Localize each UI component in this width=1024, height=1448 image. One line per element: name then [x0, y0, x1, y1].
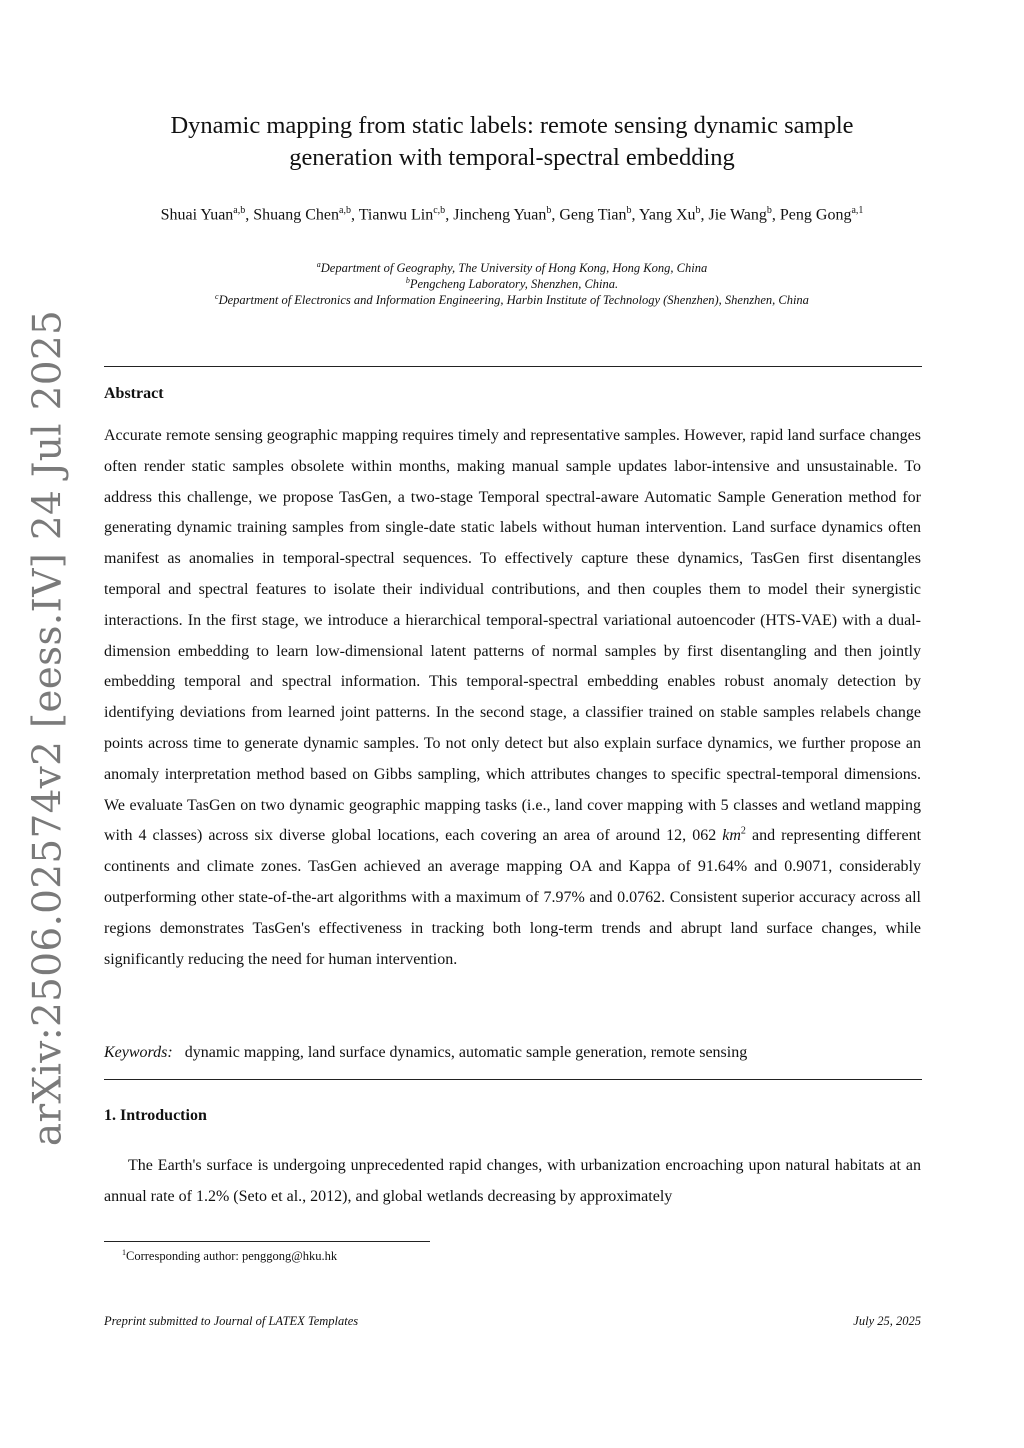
- author-affiliation-mark: c,b: [433, 205, 446, 216]
- author-affiliation-mark: b: [626, 205, 632, 216]
- introduction-heading: 1. Introduction: [104, 1107, 207, 1124]
- affiliation-text: Pengcheng Laboratory, Shenzhen, China.: [409, 277, 619, 292]
- paper-title: [120, 110, 904, 174]
- abstract-bottom-rule: [104, 1079, 922, 1080]
- affiliation-mark: b: [405, 276, 410, 285]
- author-name: Geng Tian: [559, 206, 627, 224]
- author-affiliation-mark: a,1: [851, 205, 864, 216]
- footnote-mark: 1: [122, 1248, 126, 1257]
- affiliations: [104, 257, 920, 308]
- introduction-text: The Earth's surface is undergoing unprecedented rapid changes, with urbanization encroaching upon natural habitats at an annual rate of 1.2% (Seto et al., 2012), and global wetlands decreasing by approximately: [104, 1157, 921, 1205]
- author-name: Jie Wang: [708, 206, 767, 224]
- affiliation-item: [104, 257, 920, 276]
- author-affiliation-mark: b: [766, 205, 772, 216]
- footer-journal: Preprint submitted to Journal of LATEX Templates: [104, 1314, 359, 1328]
- abstract-heading: Abstract: [104, 385, 164, 402]
- abstract-text: [104, 421, 921, 975]
- affiliation-text: Department of Electronics and Information Engineering, Harbin Institute of Technology (Shenzhen), Shenzhen, China: [218, 293, 809, 308]
- title-line-2: generation with temporal-spectral embedding: [289, 144, 735, 171]
- author-list: Shuai Yuan$^{a,b}$, Shuang Chen$^{a,b}$, Tianwu Lin$^{c,b}$, Jincheng Yuan$^b$, Geng Tian$^b$, Yang Xu$^b$, Jie Wang$^b$, Peng Gong$^{a,1}$: [160, 205, 864, 224]
- footer-date: July 25, 2025: [853, 1314, 921, 1328]
- abstract-text-rest: and representing different continents and climate zones. TasGen achieved an average mapping OA and Kappa of 91.64% and 0.9071, considerably outperforming other state-of-the-art algorithms with a maximum of 7.97% and 0.0762. Consistent superior accuracy across all regions demonstrates TasGen's effectiveness in tracking both long-term trends and abrupt land surface changes, while significantly reducing the need for human intervention.: [104, 827, 922, 968]
- footnote-rule: [104, 1241, 430, 1242]
- keywords-label: Keywords:: [104, 1044, 173, 1061]
- area-unit-exponent: 2: [740, 826, 746, 838]
- footnote: [122, 1245, 337, 1264]
- author-name: Shuai Yuan: [160, 206, 234, 224]
- keywords-text: dynamic mapping, land surface dynamics, automatic sample generation, remote sensing: [184, 1044, 748, 1061]
- author-affiliation-mark: a,b: [233, 205, 246, 216]
- author-name: Tianwu Lin: [358, 206, 434, 224]
- author-affiliation-mark: b: [695, 205, 701, 216]
- author-name: Shuang Chen: [253, 206, 340, 224]
- title-line-1: Dynamic mapping from static labels: remote sensing dynamic sample: [170, 112, 854, 139]
- author-name: Peng Gong: [779, 206, 852, 224]
- affiliation-text: Department of Geography, The University of Hong Kong, Hong Kong, China: [320, 261, 708, 276]
- keywords: [104, 1042, 921, 1064]
- affiliation-mark: a: [316, 260, 321, 269]
- author-affiliation-mark: a,b: [339, 205, 351, 216]
- author-name: Jincheng Yuan: [453, 206, 547, 224]
- affiliation-item: [104, 289, 920, 308]
- area-unit: km: [722, 827, 741, 845]
- author-name: Yang Xu: [638, 206, 696, 224]
- footnote-text: Corresponding author: penggong@hku.hk: [126, 1249, 338, 1264]
- author-affiliation-mark: b: [546, 205, 552, 216]
- abstract-text-main: Accurate remote sensing geographic mapping requires timely and representative samples. However, rapid land surface changes often render static samples obsolete within months, making manual sample updates labor-intensive and unsustainable. To address this challenge, we propose TasGen, a two-stage Temporal spectral-aware Automatic Sample Generation method for generating dynamic training samples from single-date static labels without human intervention. Land surface dynamics often manifest as anomalies in temporal-spectral sequences. To effectively capture these dynamics, TasGen first disentangles temporal and spectral features to isolate their individual contributions, and then couples them to model their synergistic interactions. In the first stage, we introduce a hierarchical temporal-spectral variational autoencoder (HTS-VAE) with a dual-dimension embedding to learn low-dimensional latent patterns of normal samples by first disentangling and then jointly embedding temporal and spectral information. This temporal-spectral embedding enables robust anomaly detection by identifying deviations from learned joint patterns. In the second stage, a classifier trained on stable samples relabels change points across time to generate dynamic samples. To not only detect but also explain surface dynamics, we further propose an anomaly interpretation method based on Gibbs sampling, which attributes changes to specific spectral-temporal dimensions. We evaluate TasGen on two dynamic geographic mapping tasks (i.e., land cover mapping with 5 classes and wetland mapping with 4 classes) across six diverse global locations, each covering an area of around 12, 062: [104, 427, 921, 845]
- abstract-top-rule: [104, 366, 922, 367]
- affiliation-item: [104, 273, 920, 292]
- arxiv-identifier[interactable]: arXiv:2506.02574v2 [eess.IV] 24 Jul 2025: [25, 309, 71, 1147]
- affiliation-mark: c: [215, 292, 219, 301]
